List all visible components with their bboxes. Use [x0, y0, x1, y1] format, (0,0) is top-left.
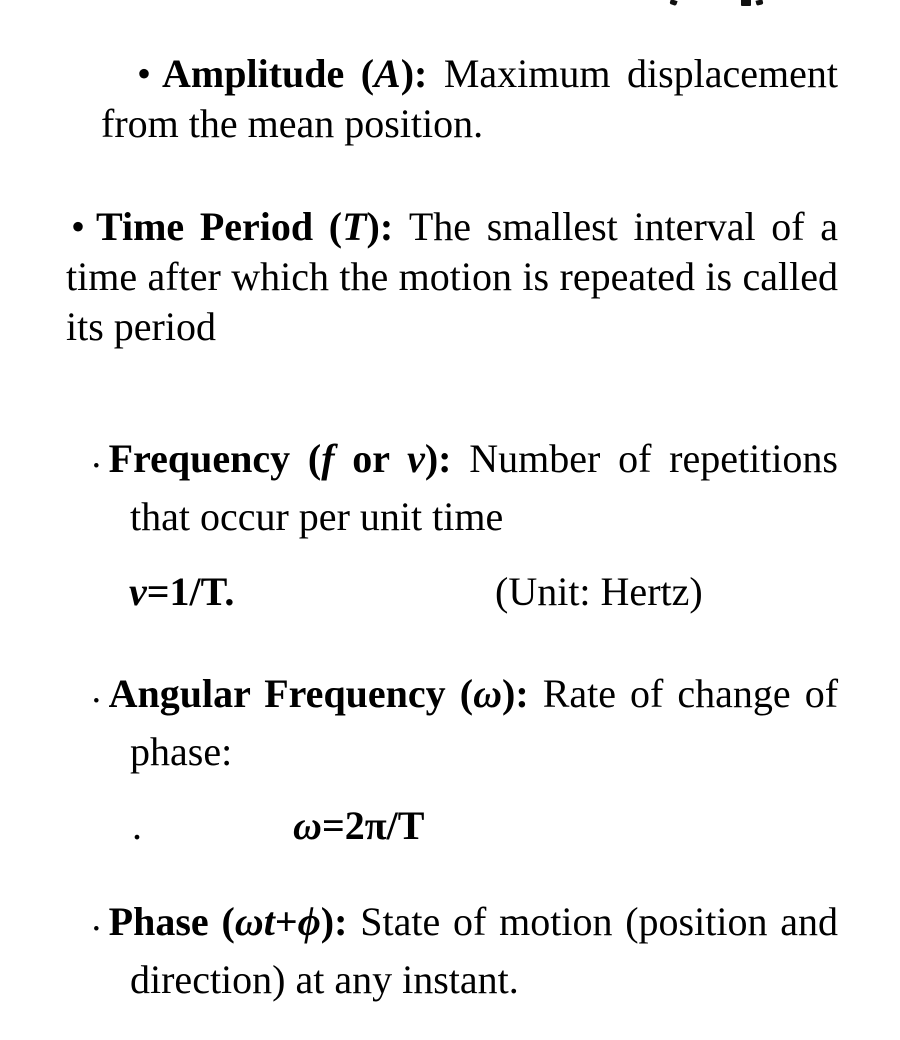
cropped-text-fragment [669, 0, 677, 6]
bullet-frequency: • Frequency (f or ν): Number of repetitions that occur per unit time [93, 436, 839, 539]
frequency-formula: ν=1/T. [129, 569, 235, 614]
angular-frequency-formula: ω=2π/T [293, 803, 425, 848]
bullet-time-period: • Time Period (T): The smallest interval of a time after which the motion is repeated is called its period [66, 204, 839, 349]
cropped-text-fragment [755, 0, 763, 6]
stray-period: . [132, 803, 142, 848]
bullet-angular-frequency: • Angular Frequency (ω): Rate of change of phase: [93, 671, 839, 774]
bullet-amplitude: • Amplitude (A): Maximum displacement from the mean position. [101, 51, 838, 146]
bullet-phase: • Phase (ωt+ϕ): State of motion (position and direction) at any instant. [93, 899, 839, 1002]
cropped-text-fragment [741, 0, 751, 6]
frequency-unit-label: (Unit: Hertz) [495, 569, 703, 614]
